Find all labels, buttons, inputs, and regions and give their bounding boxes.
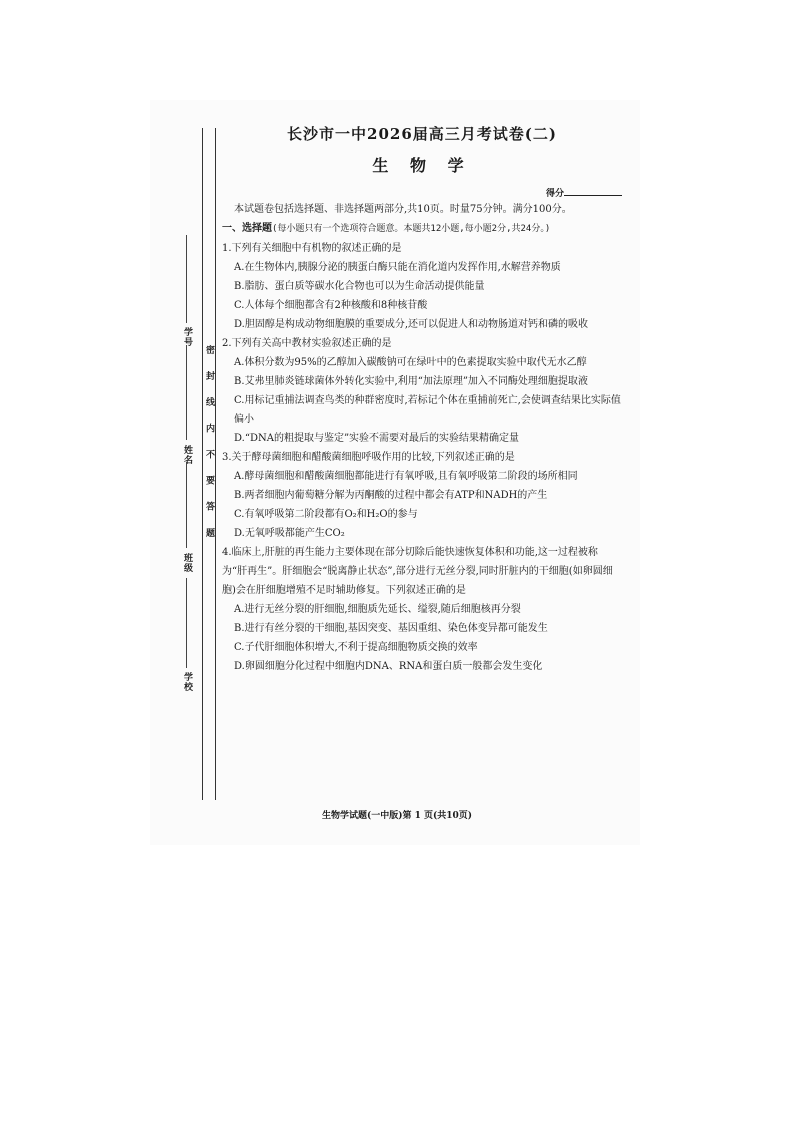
option-a: A.在生物体内,胰腺分泌的胰蛋白酶只能在消化道内发挥作用,水解营养物质: [234, 262, 561, 273]
school-blank[interactable]: [186, 578, 187, 668]
name-blank[interactable]: [186, 345, 187, 440]
option-b: B.进行有丝分裂的干细胞,基因突变、基因重组、染色体变异都可能发生: [234, 623, 548, 634]
student-id-label: 学号: [182, 327, 192, 347]
option-c: C.子代肝细胞体积增大,不利于提高细胞物质交换的效率: [234, 642, 478, 653]
score-field: [222, 185, 622, 200]
option-b: B.脂肪、蛋白质等碳水化合物也可以为生命活动提供能量: [234, 281, 485, 292]
seal-line-notice: 密 封 线 内 不 要 答 题: [204, 345, 214, 544]
option-c: C.人体每个细胞都含有2种核酸和8种核苷酸: [234, 300, 428, 311]
section-heading: [222, 219, 622, 239]
exam-content: [222, 125, 622, 676]
option-a: A.酵母菌细胞和醋酸菌细胞都能进行有氧呼吸,且有氧呼吸第二阶段的场所相同: [234, 471, 578, 482]
question-stem: 1.下列有关细胞中有机物的叙述正确的是: [222, 243, 402, 254]
name-label: 姓名: [182, 445, 192, 465]
option-a: A.体积分数为95%的乙醇加入碳酸钠可在绿叶中的色素提取实验中取代无水乙醇: [234, 357, 587, 368]
question-stem: 2.下列有关高中教材实验叙述正确的是: [222, 338, 392, 349]
option-d: D.无氧呼吸都能产生CO₂: [234, 528, 345, 539]
exam-title: 长沙市一中2026届高三月考试卷(二): [287, 125, 557, 143]
question-2: [222, 334, 622, 448]
question-4: [222, 543, 622, 676]
section-title: 一、选择题: [222, 223, 272, 234]
option-d: D.胆固醇是构成动物细胞膜的重要成分,还可以促进人和动物肠道对钙和磷的吸收: [234, 319, 589, 330]
question-1: [222, 239, 622, 334]
exam-intro: 本试题卷包括选择题、非选择题两部分,共10页。时量75分钟。满分100分。: [234, 204, 572, 215]
page-footer: 生物学试题(一中版)第 1 页(共10页): [321, 811, 473, 821]
option-c: C.用标记重捕法调查鸟类的种群密度时,若标记个体在重捕前死亡,会使调查结果比实际值偏小: [234, 395, 621, 425]
question-3: [222, 448, 622, 543]
question-stem: 4.临床上,肝脏的再生能力主要体现在部分切除后能快速恢复体积和功能,这一过程被称为“肝再生”。肝细胞会“脱离静止状态”,部分进行无丝分裂,同时肝脏内的干细胞(如卵圆细胞)会在肝细胞增殖不足时辅助修复。下列叙述正确的是: [222, 547, 613, 596]
subject-title: 生 物 学: [372, 156, 472, 175]
score-label: 得分: [545, 189, 564, 199]
school-label: 学校: [182, 672, 192, 692]
option-b: B.两者细胞内葡萄糖分解为丙酮酸的过程中都会有ATP和NADH的产生: [234, 490, 548, 501]
option-c: C.有氧呼吸第二阶段都有O₂和H₂O的参与: [234, 509, 418, 520]
class-blank[interactable]: [186, 462, 187, 548]
option-a: A.进行无丝分裂的肝细胞,细胞质先延长、缢裂,随后细胞核再分裂: [234, 604, 521, 615]
option-d: D.“DNA的粗提取与鉴定”实验不需要对最后的实验结果精确定量: [234, 433, 520, 444]
option-b: B.艾弗里肺炎链球菌体外转化实验中,利用“加法原理”加入不同酶处理细胞提取液: [234, 376, 588, 387]
option-d: D.卵圆细胞分化过程中细胞内DNA、RNA和蛋白质一般都会发生变化: [234, 661, 543, 672]
section-note: (每小题只有一个选项符合题意。本题共12小题,每小题2分,共24分。): [272, 224, 551, 234]
class-label: 班级: [182, 553, 192, 573]
score-blank[interactable]: [564, 186, 622, 196]
student-id-blank[interactable]: [186, 235, 187, 323]
question-stem: 3.关于酵母菌细胞和醋酸菌细胞呼吸作用的比较,下列叙述正确的是: [222, 452, 515, 463]
